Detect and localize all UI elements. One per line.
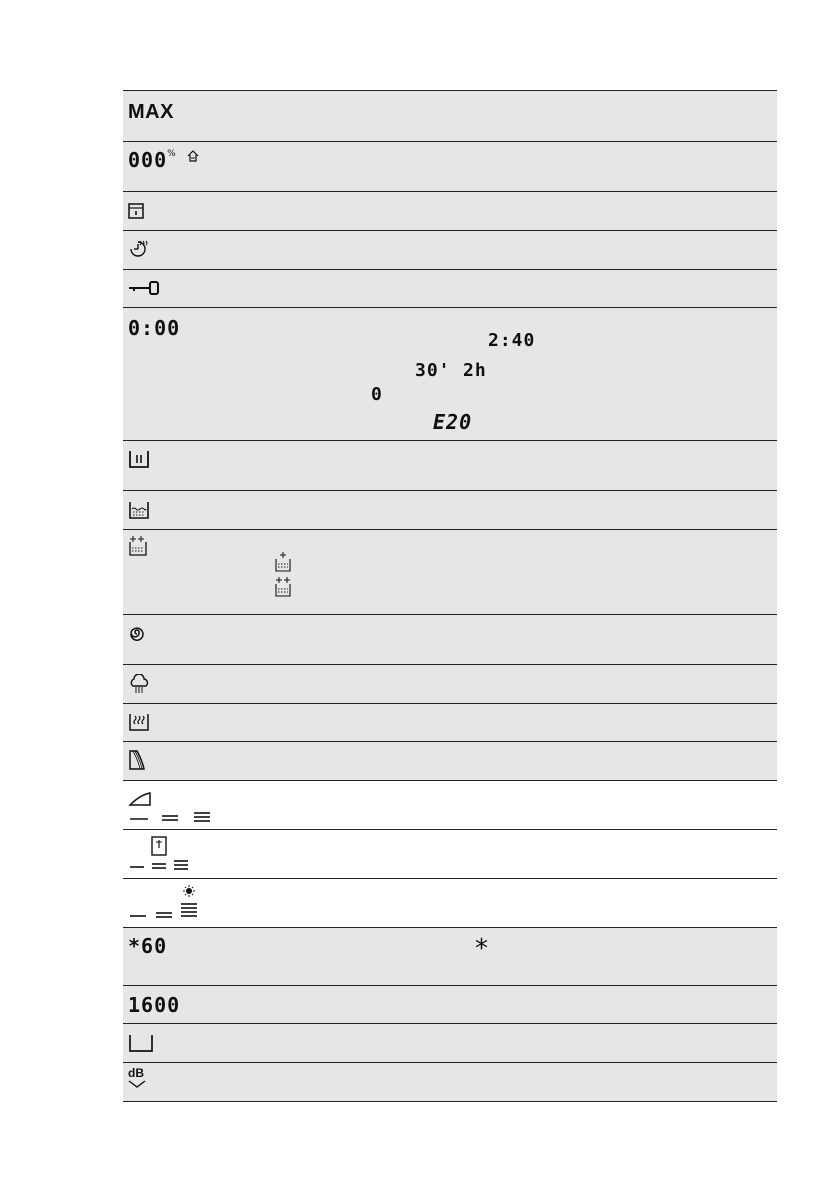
delay-minutes: 30': [415, 360, 451, 381]
table-row: [123, 703, 777, 741]
temperature-display: *60: [128, 934, 168, 958]
table-row: [123, 878, 777, 927]
key-icon: [128, 280, 162, 296]
delay-start-icon: [128, 239, 148, 259]
table-row: [123, 741, 777, 780]
table-row: [123, 529, 777, 614]
max-indicator: MAX: [128, 101, 174, 123]
fabric-icon: [128, 750, 146, 770]
sound-icon: [128, 1067, 146, 1089]
rinse-plus-two-icon: [275, 577, 291, 597]
empty-tub-icon: [128, 1033, 154, 1053]
rinse-plus-one-icon: [275, 552, 291, 572]
load-display: [128, 150, 177, 170]
remaining-time: 2:40: [488, 330, 536, 351]
symbols-table: [123, 90, 777, 1102]
spin-speed-display: 1600: [128, 993, 181, 1017]
table-row: [123, 269, 777, 307]
load-percent: %: [167, 149, 177, 159]
iron-dry-icon: [128, 789, 218, 823]
table-row: [123, 985, 777, 1023]
table-row: [123, 307, 777, 440]
db-label: dB: [128, 1066, 144, 1080]
table-row: [123, 1023, 777, 1062]
time-display: 0:00: [128, 316, 181, 340]
cupboard-dry-icon: [128, 836, 198, 872]
table-row: [123, 1062, 777, 1101]
table-row: [123, 927, 777, 985]
table-row: [123, 829, 777, 878]
extra-rinse-icon: [128, 536, 148, 556]
table-row: [123, 440, 777, 490]
table-row: [123, 780, 777, 829]
asterisk-symbol: *: [475, 934, 488, 964]
table-row: [123, 490, 777, 529]
load-value: 000: [128, 148, 168, 172]
spiral-icon: [128, 625, 146, 643]
prewash-icon: [128, 500, 150, 520]
extra-dry-icon: [128, 885, 208, 921]
delay-hours: 2h: [463, 360, 487, 381]
tub-icon: [128, 449, 150, 469]
table-row: [123, 191, 777, 230]
house-icon: [187, 150, 199, 162]
zero-display: 0: [371, 384, 383, 405]
table-row: [123, 664, 777, 703]
table-row: [123, 141, 777, 191]
steam-icon: [128, 674, 152, 694]
table-row: [123, 614, 777, 664]
table-row: [123, 90, 777, 141]
door-lock-icon: [128, 203, 144, 219]
heat-icon: [128, 712, 150, 732]
table-row: [123, 230, 777, 269]
error-code: E20: [433, 410, 473, 434]
